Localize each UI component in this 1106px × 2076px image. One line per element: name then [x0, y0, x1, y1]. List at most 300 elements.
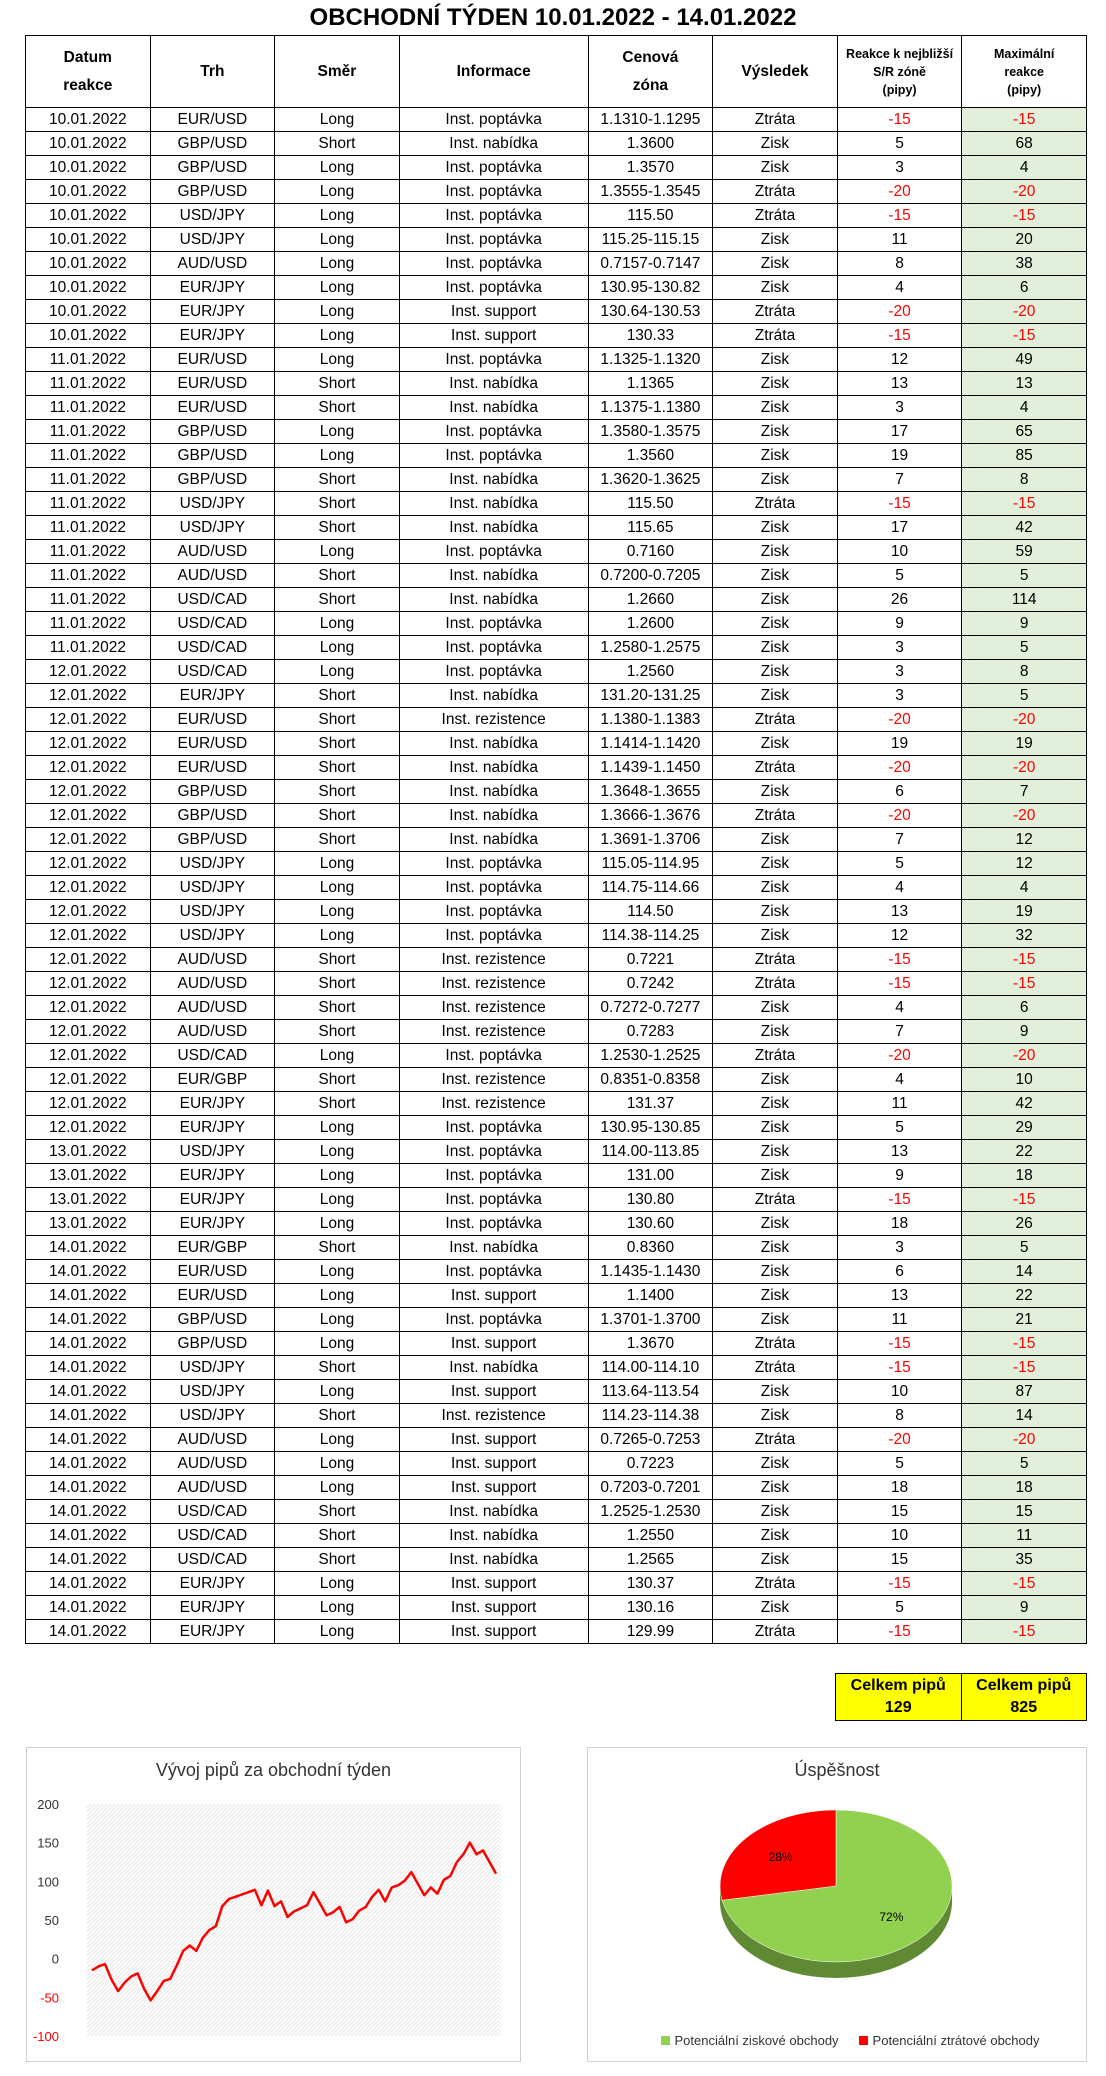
max-reaction-cell: -20	[962, 756, 1087, 780]
column-header	[962, 36, 1087, 108]
direction-cell: Long	[275, 1452, 400, 1476]
direction-cell: Long	[275, 1620, 400, 1644]
result-cell: Zisk	[713, 660, 838, 684]
direction-cell: Long	[275, 660, 400, 684]
info-cell: Inst. nabídka	[399, 1500, 588, 1524]
info-cell: Inst. nabídka	[399, 1236, 588, 1260]
nearest-reaction-cell: 6	[837, 780, 962, 804]
direction-cell: Long	[275, 1572, 400, 1596]
nearest-reaction-cell: 11	[837, 1308, 962, 1332]
nearest-reaction-cell: -20	[837, 300, 962, 324]
result-cell: Zisk	[713, 1020, 838, 1044]
direction-cell: Short	[275, 468, 400, 492]
y-tick-label: 50	[44, 1913, 59, 1928]
price-zone-cell: 0.7203-0.7201	[588, 1476, 713, 1500]
date-cell: 12.01.2022	[26, 708, 151, 732]
date-cell: 13.01.2022	[26, 1212, 151, 1236]
direction-cell: Long	[275, 444, 400, 468]
nearest-reaction-cell: 4	[837, 276, 962, 300]
market-cell: USD/JPY	[150, 492, 275, 516]
market-cell: EUR/JPY	[150, 1164, 275, 1188]
price-zone-cell: 115.25-115.15	[588, 228, 713, 252]
nearest-reaction-cell: -15	[837, 1332, 962, 1356]
price-zone-cell: 0.7283	[588, 1020, 713, 1044]
date-cell: 10.01.2022	[26, 156, 151, 180]
price-zone-cell: 131.00	[588, 1164, 713, 1188]
nearest-reaction-cell: -20	[837, 180, 962, 204]
direction-cell: Long	[275, 876, 400, 900]
market-cell: AUD/USD	[150, 1428, 275, 1452]
max-reaction-cell: -15	[962, 324, 1087, 348]
max-reaction-cell: 9	[962, 1020, 1087, 1044]
nearest-reaction-cell: 11	[837, 1092, 962, 1116]
nearest-reaction-cell: 3	[837, 1236, 962, 1260]
market-cell: USD/CAD	[150, 1524, 275, 1548]
direction-cell: Long	[275, 1596, 400, 1620]
market-cell: GBP/USD	[150, 156, 275, 180]
result-cell: Ztráta	[713, 1428, 838, 1452]
y-tick-label: -100	[32, 2029, 59, 2044]
nearest-reaction-cell: -15	[837, 108, 962, 132]
price-zone-cell: 130.95-130.82	[588, 276, 713, 300]
legend-swatch	[661, 2036, 670, 2045]
market-cell: AUD/USD	[150, 1020, 275, 1044]
date-cell: 11.01.2022	[26, 588, 151, 612]
info-cell: Inst. poptávka	[399, 900, 588, 924]
table-row	[26, 468, 1087, 492]
info-cell: Inst. poptávka	[399, 1188, 588, 1212]
price-zone-cell: 114.00-113.85	[588, 1140, 713, 1164]
result-cell: Ztráta	[713, 492, 838, 516]
market-cell: GBP/USD	[150, 828, 275, 852]
price-zone-cell: 0.7272-0.7277	[588, 996, 713, 1020]
table-body	[26, 108, 1087, 1644]
totals-table	[835, 1673, 1087, 1721]
market-cell: USD/JPY	[150, 852, 275, 876]
result-cell: Zisk	[713, 348, 838, 372]
nearest-reaction-cell: -15	[837, 324, 962, 348]
price-zone-cell: 1.1325-1.1320	[588, 348, 713, 372]
table-row	[26, 852, 1087, 876]
price-zone-cell: 0.8351-0.8358	[588, 1068, 713, 1092]
info-cell: Inst. nabídka	[399, 828, 588, 852]
price-zone-cell: 0.7160	[588, 540, 713, 564]
table-row	[26, 1284, 1087, 1308]
date-cell: 13.01.2022	[26, 1188, 151, 1212]
direction-cell: Long	[275, 252, 400, 276]
table-row	[26, 900, 1087, 924]
market-cell: EUR/JPY	[150, 1596, 275, 1620]
table-row	[26, 1428, 1087, 1452]
market-cell: EUR/JPY	[150, 1116, 275, 1140]
direction-cell: Short	[275, 804, 400, 828]
price-zone-cell: 1.1414-1.1420	[588, 732, 713, 756]
max-reaction-cell: 15	[962, 1500, 1087, 1524]
column-header-line: Reakce k nejbližší	[846, 46, 954, 61]
info-cell: Inst. nabídka	[399, 756, 588, 780]
date-cell: 11.01.2022	[26, 516, 151, 540]
price-zone-cell: 130.64-130.53	[588, 300, 713, 324]
market-cell: USD/CAD	[150, 636, 275, 660]
date-cell: 13.01.2022	[26, 1140, 151, 1164]
price-zone-cell: 1.2600	[588, 612, 713, 636]
max-reaction-cell: -15	[962, 1620, 1087, 1644]
nearest-reaction-cell: 15	[837, 1548, 962, 1572]
table-row	[26, 1044, 1087, 1068]
nearest-reaction-cell: 5	[837, 1596, 962, 1620]
nearest-reaction-cell: 12	[837, 924, 962, 948]
total-max-label: Celkem pipů	[976, 1677, 1072, 1694]
table-row	[26, 348, 1087, 372]
direction-cell: Short	[275, 372, 400, 396]
market-cell: GBP/USD	[150, 444, 275, 468]
price-zone-cell: 0.7157-0.7147	[588, 252, 713, 276]
result-cell: Zisk	[713, 588, 838, 612]
direction-cell: Short	[275, 492, 400, 516]
nearest-reaction-cell: -15	[837, 1356, 962, 1380]
result-cell: Ztráta	[713, 804, 838, 828]
info-cell: Inst. nabídka	[399, 468, 588, 492]
market-cell: USD/JPY	[150, 924, 275, 948]
market-cell: GBP/USD	[150, 132, 275, 156]
column-header-line: Maximální	[993, 46, 1055, 61]
direction-cell: Long	[275, 204, 400, 228]
result-cell: Zisk	[713, 1476, 838, 1500]
result-cell: Zisk	[713, 516, 838, 540]
date-cell: 14.01.2022	[26, 1260, 151, 1284]
info-cell: Inst. support	[399, 1332, 588, 1356]
max-reaction-cell: 42	[962, 516, 1087, 540]
market-cell: USD/CAD	[150, 588, 275, 612]
nearest-reaction-cell: 19	[837, 732, 962, 756]
market-cell: GBP/USD	[150, 468, 275, 492]
result-cell: Zisk	[713, 924, 838, 948]
table-row	[26, 132, 1087, 156]
max-reaction-cell: 38	[962, 252, 1087, 276]
market-cell: AUD/USD	[150, 996, 275, 1020]
info-cell: Inst. poptávka	[399, 204, 588, 228]
legend-label: Potenciální ziskové obchody	[674, 2032, 839, 2048]
line-chart-title: Vývoj pipů za obchodní týden	[155, 1760, 392, 1780]
max-reaction-cell: -15	[962, 972, 1087, 996]
price-zone-cell: 1.1439-1.1450	[588, 756, 713, 780]
nearest-reaction-cell: 13	[837, 900, 962, 924]
table-row	[26, 1116, 1087, 1140]
table-row	[26, 300, 1087, 324]
market-cell: EUR/JPY	[150, 1092, 275, 1116]
result-cell: Ztráta	[713, 1044, 838, 1068]
info-cell: Inst. poptávka	[399, 1164, 588, 1188]
result-cell: Zisk	[713, 1236, 838, 1260]
result-cell: Ztráta	[713, 972, 838, 996]
direction-cell: Long	[275, 1476, 400, 1500]
price-zone-cell: 0.7265-0.7253	[588, 1428, 713, 1452]
nearest-reaction-cell: -15	[837, 972, 962, 996]
info-cell: Inst. poptávka	[399, 444, 588, 468]
column-header	[26, 36, 151, 108]
table-row	[26, 228, 1087, 252]
market-cell: GBP/USD	[150, 780, 275, 804]
max-reaction-cell: 42	[962, 1092, 1087, 1116]
table-row	[26, 1548, 1087, 1572]
table-row	[26, 1356, 1087, 1380]
direction-cell: Long	[275, 1332, 400, 1356]
price-zone-cell: 1.1375-1.1380	[588, 396, 713, 420]
price-zone-cell: 1.2580-1.2575	[588, 636, 713, 660]
date-cell: 12.01.2022	[26, 828, 151, 852]
max-reaction-cell: 14	[962, 1404, 1087, 1428]
price-zone-cell: 1.3580-1.3575	[588, 420, 713, 444]
table-row	[26, 204, 1087, 228]
nearest-reaction-cell: 12	[837, 348, 962, 372]
direction-cell: Short	[275, 996, 400, 1020]
result-cell: Zisk	[713, 444, 838, 468]
table-row	[26, 1332, 1087, 1356]
nearest-reaction-cell: -20	[837, 708, 962, 732]
price-zone-cell: 115.05-114.95	[588, 852, 713, 876]
date-cell: 11.01.2022	[26, 396, 151, 420]
info-cell: Inst. rezistence	[399, 1092, 588, 1116]
max-reaction-cell: -20	[962, 708, 1087, 732]
price-zone-cell: 1.3701-1.3700	[588, 1308, 713, 1332]
nearest-reaction-cell: 7	[837, 468, 962, 492]
max-reaction-cell: 18	[962, 1164, 1087, 1188]
direction-cell: Short	[275, 132, 400, 156]
direction-cell: Long	[275, 420, 400, 444]
nearest-reaction-cell: 15	[837, 1500, 962, 1524]
max-reaction-cell: -15	[962, 1356, 1087, 1380]
result-cell: Ztráta	[713, 324, 838, 348]
direction-cell: Short	[275, 564, 400, 588]
nearest-reaction-cell: -15	[837, 948, 962, 972]
date-cell: 11.01.2022	[26, 540, 151, 564]
date-cell: 12.01.2022	[26, 972, 151, 996]
price-zone-cell: 130.37	[588, 1572, 713, 1596]
info-cell: Inst. poptávka	[399, 636, 588, 660]
max-reaction-cell: -15	[962, 1332, 1087, 1356]
date-cell: 14.01.2022	[26, 1476, 151, 1500]
result-cell: Zisk	[713, 156, 838, 180]
info-cell: Inst. poptávka	[399, 1260, 588, 1284]
direction-cell: Long	[275, 924, 400, 948]
market-cell: EUR/USD	[150, 348, 275, 372]
nearest-reaction-cell: 13	[837, 372, 962, 396]
max-reaction-cell: 19	[962, 732, 1087, 756]
market-cell: EUR/JPY	[150, 1188, 275, 1212]
direction-cell: Long	[275, 1380, 400, 1404]
max-reaction-cell: -20	[962, 180, 1087, 204]
result-cell: Zisk	[713, 252, 838, 276]
info-cell: Inst. nabídka	[399, 1524, 588, 1548]
result-cell: Zisk	[713, 132, 838, 156]
date-cell: 12.01.2022	[26, 684, 151, 708]
info-cell: Inst. rezistence	[399, 708, 588, 732]
max-reaction-cell: -15	[962, 1572, 1087, 1596]
market-cell: AUD/USD	[150, 948, 275, 972]
column-header-line: reakce	[1004, 64, 1044, 79]
pie-chart	[587, 1747, 1087, 2062]
market-cell: EUR/JPY	[150, 684, 275, 708]
max-reaction-cell: 12	[962, 828, 1087, 852]
result-cell: Zisk	[713, 564, 838, 588]
market-cell: USD/CAD	[150, 1044, 275, 1068]
table-row	[26, 1188, 1087, 1212]
info-cell: Inst. poptávka	[399, 420, 588, 444]
date-cell: 14.01.2022	[26, 1284, 151, 1308]
column-header-line: Výsledek	[741, 62, 809, 80]
market-cell: USD/JPY	[150, 228, 275, 252]
table-row	[26, 180, 1087, 204]
info-cell: Inst. nabídka	[399, 516, 588, 540]
market-cell: EUR/GBP	[150, 1068, 275, 1092]
direction-cell: Short	[275, 684, 400, 708]
nearest-reaction-cell: 5	[837, 132, 962, 156]
legend-item	[661, 2033, 839, 2048]
table-row	[26, 780, 1087, 804]
market-cell: AUD/USD	[150, 252, 275, 276]
table-row	[26, 588, 1087, 612]
direction-cell: Long	[275, 1260, 400, 1284]
date-cell: 10.01.2022	[26, 300, 151, 324]
table-row	[26, 1524, 1087, 1548]
date-cell: 12.01.2022	[26, 660, 151, 684]
direction-cell: Long	[275, 852, 400, 876]
table-row	[26, 1020, 1087, 1044]
direction-cell: Short	[275, 828, 400, 852]
info-cell: Inst. nabídka	[399, 492, 588, 516]
direction-cell: Long	[275, 1164, 400, 1188]
result-cell: Ztráta	[713, 948, 838, 972]
legend-label: Potenciální ztrátové obchody	[872, 2032, 1040, 2048]
date-cell: 14.01.2022	[26, 1356, 151, 1380]
max-reaction-cell: 6	[962, 276, 1087, 300]
result-cell: Zisk	[713, 1548, 838, 1572]
direction-cell: Short	[275, 1356, 400, 1380]
table-row	[26, 1572, 1087, 1596]
nearest-reaction-cell: 13	[837, 1140, 962, 1164]
direction-cell: Long	[275, 324, 400, 348]
y-tick-label: 100	[37, 1874, 59, 1890]
price-zone-cell: 0.7200-0.7205	[588, 564, 713, 588]
table-row	[26, 1404, 1087, 1428]
total-max-value: 825	[1010, 1699, 1038, 1716]
info-cell: Inst. support	[399, 1380, 588, 1404]
date-cell: 11.01.2022	[26, 636, 151, 660]
nearest-reaction-cell: 8	[837, 1404, 962, 1428]
nearest-reaction-cell: 10	[837, 540, 962, 564]
y-tick-label: -50	[40, 1990, 59, 2006]
date-cell: 12.01.2022	[26, 756, 151, 780]
price-zone-cell: 130.95-130.85	[588, 1116, 713, 1140]
price-zone-cell: 1.3648-1.3655	[588, 780, 713, 804]
nearest-reaction-cell: 11	[837, 228, 962, 252]
price-zone-cell: 130.80	[588, 1188, 713, 1212]
info-cell: Inst. rezistence	[399, 1020, 588, 1044]
price-zone-cell: 1.1365	[588, 372, 713, 396]
table-row	[26, 996, 1087, 1020]
price-zone-cell: 1.3691-1.3706	[588, 828, 713, 852]
market-cell: GBP/USD	[150, 804, 275, 828]
max-reaction-cell: 14	[962, 1260, 1087, 1284]
nearest-reaction-cell: -20	[837, 756, 962, 780]
market-cell: USD/JPY	[150, 1404, 275, 1428]
table-row	[26, 972, 1087, 996]
y-tick-label: 150	[37, 1835, 59, 1851]
pie-legend	[640, 2028, 1060, 2052]
max-reaction-cell: 5	[962, 564, 1087, 588]
nearest-reaction-cell: 5	[837, 1452, 962, 1476]
price-zone-cell: 115.50	[588, 492, 713, 516]
nearest-reaction-cell: 3	[837, 660, 962, 684]
legend-item	[859, 2033, 1040, 2048]
price-zone-cell: 1.1400	[588, 1284, 713, 1308]
table-row	[26, 828, 1087, 852]
result-cell: Zisk	[713, 276, 838, 300]
page-title: OBCHODNÍ TÝDEN 10.01.2022 - 14.01.2022	[309, 4, 797, 31]
result-cell: Zisk	[713, 684, 838, 708]
date-cell: 11.01.2022	[26, 492, 151, 516]
result-cell: Ztráta	[713, 108, 838, 132]
info-cell: Inst. poptávka	[399, 852, 588, 876]
table-row	[26, 420, 1087, 444]
date-cell: 12.01.2022	[26, 948, 151, 972]
date-cell: 12.01.2022	[26, 852, 151, 876]
info-cell: Inst. poptávka	[399, 612, 588, 636]
max-reaction-cell: -15	[962, 1188, 1087, 1212]
nearest-reaction-cell: 3	[837, 396, 962, 420]
market-cell: USD/JPY	[150, 1356, 275, 1380]
table-row	[26, 1620, 1087, 1644]
market-cell: EUR/USD	[150, 396, 275, 420]
price-zone-cell: 1.3560	[588, 444, 713, 468]
info-cell: Inst. poptávka	[399, 1308, 588, 1332]
market-cell: EUR/USD	[150, 1260, 275, 1284]
result-cell: Zisk	[713, 732, 838, 756]
date-cell: 11.01.2022	[26, 372, 151, 396]
direction-cell: Short	[275, 1236, 400, 1260]
result-cell: Zisk	[713, 1452, 838, 1476]
nearest-reaction-cell: 18	[837, 1212, 962, 1236]
date-cell: 12.01.2022	[26, 1020, 151, 1044]
result-cell: Zisk	[713, 996, 838, 1020]
info-cell: Inst. poptávka	[399, 276, 588, 300]
date-cell: 11.01.2022	[26, 420, 151, 444]
nearest-reaction-cell: -20	[837, 1044, 962, 1068]
table-row	[26, 1260, 1087, 1284]
max-reaction-cell: 5	[962, 636, 1087, 660]
nearest-reaction-cell: 19	[837, 444, 962, 468]
price-zone-cell: 1.2525-1.2530	[588, 1500, 713, 1524]
direction-cell: Long	[275, 1044, 400, 1068]
price-zone-cell: 1.3600	[588, 132, 713, 156]
result-cell: Zisk	[713, 852, 838, 876]
max-reaction-cell: 26	[962, 1212, 1087, 1236]
price-zone-cell: 1.2565	[588, 1548, 713, 1572]
price-zone-cell: 130.33	[588, 324, 713, 348]
price-zone-cell: 1.3570	[588, 156, 713, 180]
table-row	[26, 108, 1087, 132]
price-zone-cell: 113.64-113.54	[588, 1380, 713, 1404]
nearest-reaction-cell: -20	[837, 804, 962, 828]
column-header-line: Informace	[456, 62, 531, 80]
date-cell: 12.01.2022	[26, 1092, 151, 1116]
price-zone-cell: 115.50	[588, 204, 713, 228]
direction-cell: Short	[275, 732, 400, 756]
info-cell: Inst. poptávka	[399, 876, 588, 900]
market-cell: EUR/JPY	[150, 1572, 275, 1596]
table-row	[26, 660, 1087, 684]
direction-cell: Short	[275, 1548, 400, 1572]
